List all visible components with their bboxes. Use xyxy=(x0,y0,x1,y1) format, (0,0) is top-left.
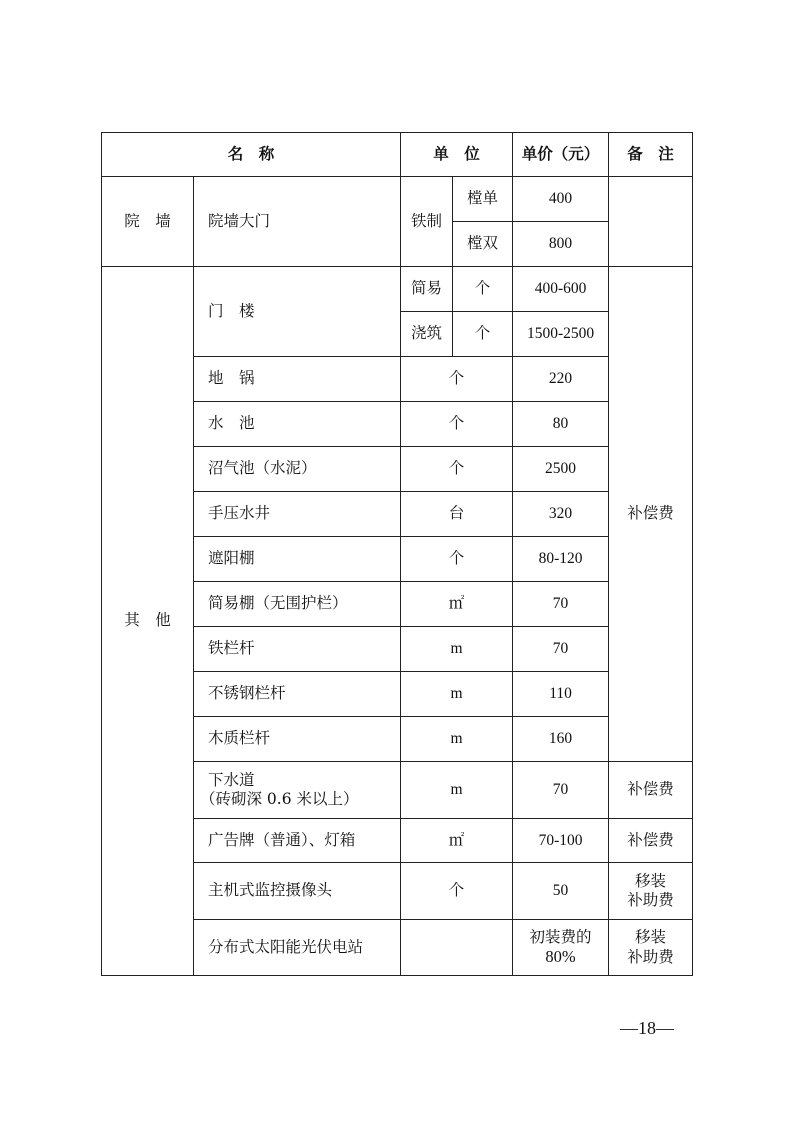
item-wood-rail: 木质栏杆 xyxy=(194,717,401,762)
unit-camera: 个 xyxy=(401,863,513,920)
type-poured: 浇筑 xyxy=(401,312,453,357)
price-double: 800 xyxy=(513,222,609,267)
page-number: —18— xyxy=(620,1018,674,1038)
item-camera: 主机式监控摄像头 xyxy=(194,863,401,920)
note-empty xyxy=(609,177,693,267)
price-stove: 220 xyxy=(513,357,609,402)
note-compensation: 补偿费 xyxy=(609,267,693,762)
unit-poured: 个 xyxy=(453,312,513,357)
price-sewer: 70 xyxy=(513,762,609,819)
price-camera: 50 xyxy=(513,863,609,920)
unit-sewer: m xyxy=(401,762,513,819)
price-wood-rail: 160 xyxy=(513,717,609,762)
unit-solar xyxy=(401,920,513,976)
category-other: 其 他 xyxy=(102,267,194,976)
note-billboard: 补偿费 xyxy=(609,819,693,863)
unit-wood-rail: m xyxy=(401,717,513,762)
item-steel-rail: 不锈钢栏杆 xyxy=(194,672,401,717)
price-steel-rail: 110 xyxy=(513,672,609,717)
header-price: 单价（元） xyxy=(513,133,609,177)
note-solar-line2: 补助费 xyxy=(627,947,674,966)
price-table xyxy=(101,132,693,976)
price-simple: 400-600 xyxy=(513,267,609,312)
price-single: 400 xyxy=(513,177,609,222)
note-camera xyxy=(609,863,693,920)
price-pump: 320 xyxy=(513,492,609,537)
price-poured: 1500-2500 xyxy=(513,312,609,357)
item-sewer xyxy=(194,762,401,819)
unit-biogas: 个 xyxy=(401,447,513,492)
unit-shed: ㎡ xyxy=(401,582,513,627)
note-camera-line2: 补助费 xyxy=(627,891,674,909)
type-simple: 简易 xyxy=(401,267,453,312)
unit-simple: 个 xyxy=(453,267,513,312)
unit-single: 樘单 xyxy=(453,177,513,222)
price-shade: 80-120 xyxy=(513,537,609,582)
note-solar-line1: 移装 xyxy=(635,928,667,947)
price-solar-line2: 80% xyxy=(545,946,576,966)
price-pool: 80 xyxy=(513,402,609,447)
item-billboard: 广告牌（普通）、灯箱 xyxy=(194,819,401,863)
price-solar-line1: 初装费的 xyxy=(529,927,592,946)
unit-shade: 个 xyxy=(401,537,513,582)
unit-pump: 台 xyxy=(401,492,513,537)
price-iron-rail: 70 xyxy=(513,627,609,672)
header-name: 名 称 xyxy=(102,133,401,177)
price-shed: 70 xyxy=(513,582,609,627)
unit-double: 樘双 xyxy=(453,222,513,267)
item-biogas: 沼气池（水泥） xyxy=(194,447,401,492)
item-pool: 水 池 xyxy=(194,402,401,447)
item-solar: 分布式太阳能光伏电站 xyxy=(194,920,401,976)
unit-pool: 个 xyxy=(401,402,513,447)
note-solar xyxy=(609,920,693,976)
item-gatehouse: 门 楼 xyxy=(194,267,401,357)
item-shed: 简易棚（无围护栏） xyxy=(194,582,401,627)
item-gate: 院墙大门 xyxy=(194,177,401,267)
unit-stove: 个 xyxy=(401,357,513,402)
note-camera-line1: 移装 xyxy=(635,871,667,890)
item-shade: 遮阳棚 xyxy=(194,537,401,582)
header-unit: 单 位 xyxy=(401,133,513,177)
item-stove: 地 锅 xyxy=(194,357,401,402)
item-sewer-line2: （砖砌深 0.6 米以上） xyxy=(200,790,359,808)
price-solar xyxy=(513,920,609,976)
unit-iron: 铁制 xyxy=(401,177,453,267)
item-sewer-line1: 下水道 xyxy=(208,770,255,789)
price-billboard: 70-100 xyxy=(513,819,609,863)
unit-iron-rail: m xyxy=(401,627,513,672)
item-iron-rail: 铁栏杆 xyxy=(194,627,401,672)
item-pump: 手压水井 xyxy=(194,492,401,537)
note-sewer: 补偿费 xyxy=(609,762,693,819)
header-note: 备 注 xyxy=(609,133,693,177)
unit-steel-rail: m xyxy=(401,672,513,717)
category-wall: 院 墙 xyxy=(102,177,194,267)
unit-billboard: ㎡ xyxy=(401,819,513,863)
price-biogas: 2500 xyxy=(513,447,609,492)
